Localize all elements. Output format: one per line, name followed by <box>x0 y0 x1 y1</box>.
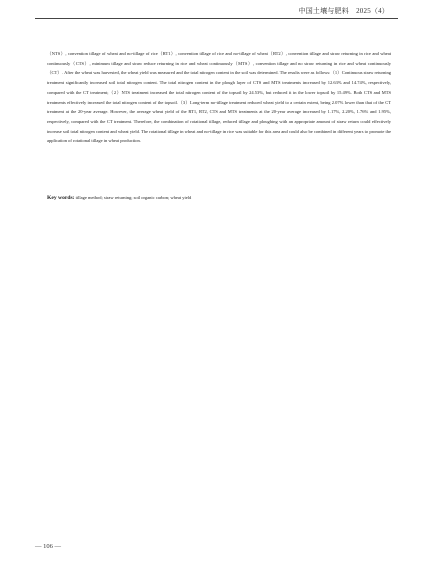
keywords-line <box>47 193 391 203</box>
journal-header: 中国土壤与肥料 2025（4） <box>298 7 389 15</box>
abstract-paragraph: （NTS）, convention tillage of wheat and no-tillage of rice（RT1）, convention tillage of rice and no-tillage of wheat（RT2）, convention tillage and straw returning in rice and wheat continuously（CTS）, minimum tillage and straw reduce returning in rice and wheat continuously（MTS）, convention tillage and no straw returning in rice and wheat continuously（CT）. After the wheat was harvested, the wheat yield was measured and the total nitrogen content in the soil was determined. The results were as follows:（1）Continuous straw returning treatment significantly increased soil total nitrogen content. The total nitrogen content in the plough layer of CTS and MTS treatments increased by 12.63% and 14.74%, respectively, compared with the CT treatment;（2）NTS treatment increased the total nitrogen content of the topsoil by 24.53%, but reduced it in the lower topsoil by 15.49%. Both CTS and MTS treatments effectively increased the total nitrogen content of the topsoil.（3）Long-term no-tillage treatment reduced wheat yield to a certain extent, being 2.07% lower than that of the CT treatment at the 20-year average. However, the average wheat yield of the RT1, RT2, CTS and MTS treatments at the 20-year average increased by 1.17%, 2.20%, 1.76% and 1.95%, respectively, compared with the CT treatment. Therefore, the combination of rotational tillage, reduced tillage and ploughing with an appropriate amount of straw return could effectively increase soil total nitrogen content and wheat yield. The rotational tillage in wheat and no-tillage in rice was suitable for this area and could also be combined in different years to promote the application of rotational tillage in wheat production. <box>47 51 391 144</box>
keywords-label: Key words: <box>47 195 75 201</box>
keywords-text: tillage method; straw returning; soil organic carbon; wheat yield <box>74 195 192 200</box>
page-number: — 106 — <box>35 543 61 550</box>
header-divider <box>35 18 398 19</box>
